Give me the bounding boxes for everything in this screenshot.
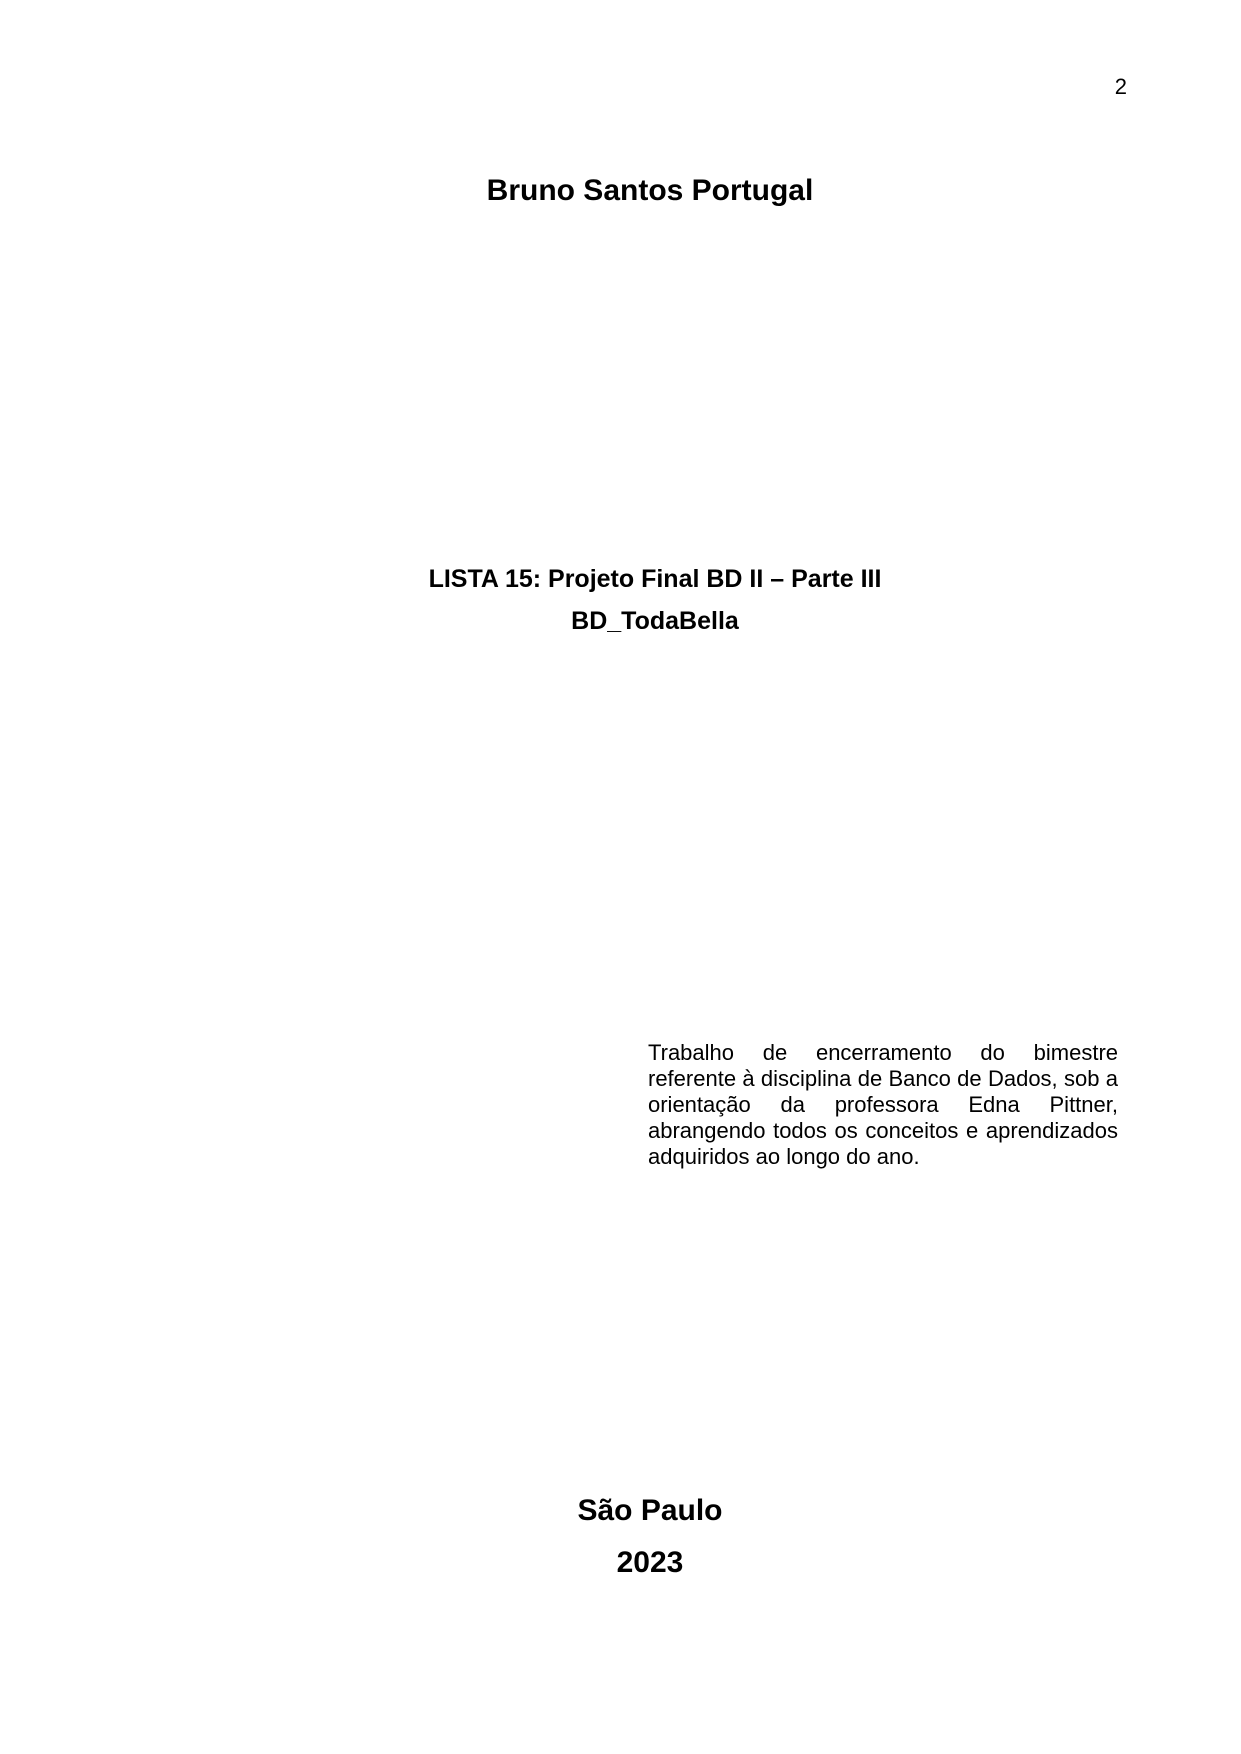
author-name: Bruno Santos Portugal xyxy=(486,174,814,207)
document-title: LISTA 15: Projeto Final BD II – Parte III xyxy=(428,565,882,593)
title-block xyxy=(0,558,1241,642)
city: São Paulo xyxy=(577,1494,723,1527)
abstract-paragraph: Trabalho de encerramento do bimestre referente à disciplina de Banco de Dados, sob a orientação da professora Edna Pittner, abrangendo todos os conceitos e aprendizados adquiridos ao longo do ano. xyxy=(648,1040,1118,1169)
document-subtitle: BD_TodaBella xyxy=(571,607,739,635)
page-number: 2 xyxy=(1114,74,1127,99)
year: 2023 xyxy=(616,1546,684,1579)
